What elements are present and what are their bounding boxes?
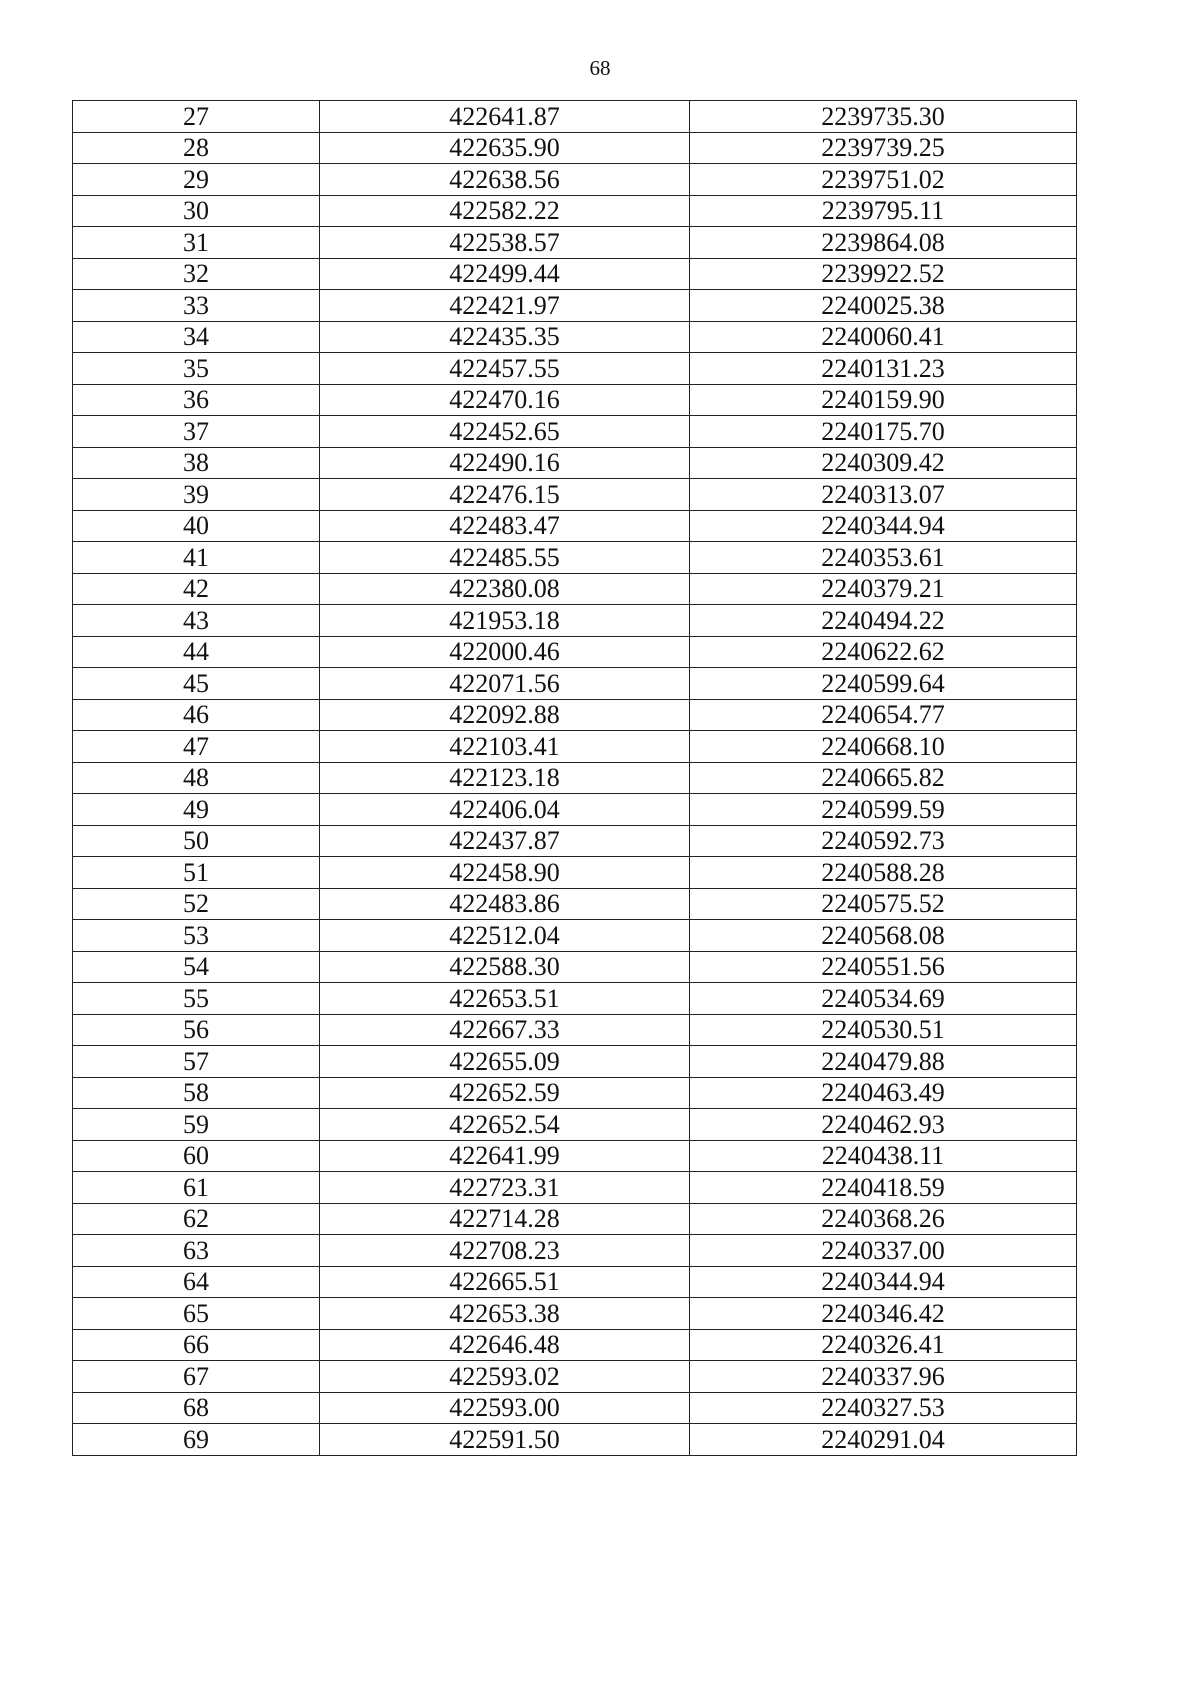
point-number-cell: 37	[73, 416, 320, 448]
point-number-cell: 27	[73, 101, 320, 133]
table-row	[73, 227, 1077, 259]
point-number-cell: 58	[73, 1077, 320, 1109]
point-number-cell: 38	[73, 447, 320, 479]
x-coordinate-cell: 422457.55	[320, 353, 690, 385]
table-row	[73, 195, 1077, 227]
y-coordinate-cell: 2240575.52	[690, 888, 1077, 920]
x-coordinate-cell: 422723.31	[320, 1172, 690, 1204]
point-number-cell: 67	[73, 1361, 320, 1393]
y-coordinate-cell: 2239922.52	[690, 258, 1077, 290]
x-coordinate-cell: 422421.97	[320, 290, 690, 322]
point-number-cell: 39	[73, 479, 320, 511]
table-row	[73, 1392, 1077, 1424]
table-row	[73, 479, 1077, 511]
point-number-cell: 56	[73, 1014, 320, 1046]
point-number-cell: 64	[73, 1266, 320, 1298]
table-row	[73, 510, 1077, 542]
point-number-cell: 30	[73, 195, 320, 227]
point-number-cell: 34	[73, 321, 320, 353]
point-number-cell: 54	[73, 951, 320, 983]
y-coordinate-cell: 2240326.41	[690, 1329, 1077, 1361]
x-coordinate-cell: 422593.00	[320, 1392, 690, 1424]
point-number-cell: 44	[73, 636, 320, 668]
x-coordinate-cell: 422655.09	[320, 1046, 690, 1078]
y-coordinate-cell: 2240479.88	[690, 1046, 1077, 1078]
table-row	[73, 1203, 1077, 1235]
table-row	[73, 573, 1077, 605]
y-coordinate-cell: 2240668.10	[690, 731, 1077, 763]
x-coordinate-cell: 422483.47	[320, 510, 690, 542]
x-coordinate-cell: 422652.54	[320, 1109, 690, 1141]
x-coordinate-cell: 422667.33	[320, 1014, 690, 1046]
table-row	[73, 605, 1077, 637]
table-row	[73, 699, 1077, 731]
y-coordinate-cell: 2240530.51	[690, 1014, 1077, 1046]
table-row	[73, 794, 1077, 826]
table-row	[73, 762, 1077, 794]
y-coordinate-cell: 2240353.61	[690, 542, 1077, 574]
table-row	[73, 1266, 1077, 1298]
point-number-cell: 36	[73, 384, 320, 416]
x-coordinate-cell: 422437.87	[320, 825, 690, 857]
x-coordinate-cell: 422123.18	[320, 762, 690, 794]
table-row	[73, 1046, 1077, 1078]
table-row	[73, 1298, 1077, 1330]
y-coordinate-cell: 2240665.82	[690, 762, 1077, 794]
table-row	[73, 1235, 1077, 1267]
y-coordinate-cell: 2240438.11	[690, 1140, 1077, 1172]
table-row	[73, 857, 1077, 889]
point-number-cell: 50	[73, 825, 320, 857]
point-number-cell: 46	[73, 699, 320, 731]
x-coordinate-cell: 422646.48	[320, 1329, 690, 1361]
y-coordinate-cell: 2239739.25	[690, 132, 1077, 164]
y-coordinate-cell: 2240588.28	[690, 857, 1077, 889]
x-coordinate-cell: 422512.04	[320, 920, 690, 952]
point-number-cell: 60	[73, 1140, 320, 1172]
y-coordinate-cell: 2240462.93	[690, 1109, 1077, 1141]
point-number-cell: 43	[73, 605, 320, 637]
x-coordinate-cell: 422638.56	[320, 164, 690, 196]
point-number-cell: 49	[73, 794, 320, 826]
y-coordinate-cell: 2239735.30	[690, 101, 1077, 133]
table-row	[73, 731, 1077, 763]
y-coordinate-cell: 2240337.96	[690, 1361, 1077, 1393]
table-row	[73, 164, 1077, 196]
point-number-cell: 59	[73, 1109, 320, 1141]
y-coordinate-cell: 2240346.42	[690, 1298, 1077, 1330]
x-coordinate-cell: 422380.08	[320, 573, 690, 605]
point-number-cell: 32	[73, 258, 320, 290]
x-coordinate-cell: 422103.41	[320, 731, 690, 763]
y-coordinate-cell: 2240337.00	[690, 1235, 1077, 1267]
y-coordinate-cell: 2240344.94	[690, 510, 1077, 542]
table-row	[73, 132, 1077, 164]
table-row	[73, 1172, 1077, 1204]
x-coordinate-cell: 422652.59	[320, 1077, 690, 1109]
point-number-cell: 57	[73, 1046, 320, 1078]
table-row	[73, 101, 1077, 133]
table-row	[73, 1329, 1077, 1361]
y-coordinate-cell: 2240060.41	[690, 321, 1077, 353]
table-row	[73, 416, 1077, 448]
x-coordinate-cell: 422708.23	[320, 1235, 690, 1267]
x-coordinate-cell: 422714.28	[320, 1203, 690, 1235]
table-row	[73, 321, 1077, 353]
table-row	[73, 1140, 1077, 1172]
x-coordinate-cell: 422476.15	[320, 479, 690, 511]
x-coordinate-cell: 422499.44	[320, 258, 690, 290]
x-coordinate-cell: 422490.16	[320, 447, 690, 479]
x-coordinate-cell: 422582.22	[320, 195, 690, 227]
y-coordinate-cell: 2240568.08	[690, 920, 1077, 952]
y-coordinate-cell: 2240025.38	[690, 290, 1077, 322]
point-number-cell: 62	[73, 1203, 320, 1235]
x-coordinate-cell: 422458.90	[320, 857, 690, 889]
point-number-cell: 42	[73, 573, 320, 605]
table-row	[73, 920, 1077, 952]
x-coordinate-cell: 422641.99	[320, 1140, 690, 1172]
point-number-cell: 40	[73, 510, 320, 542]
point-number-cell: 69	[73, 1424, 320, 1456]
y-coordinate-cell: 2240599.59	[690, 794, 1077, 826]
point-number-cell: 29	[73, 164, 320, 196]
point-number-cell: 33	[73, 290, 320, 322]
y-coordinate-cell: 2240291.04	[690, 1424, 1077, 1456]
table-row	[73, 542, 1077, 574]
y-coordinate-cell: 2240344.94	[690, 1266, 1077, 1298]
table-row	[73, 636, 1077, 668]
table-row	[73, 353, 1077, 385]
table-row	[73, 258, 1077, 290]
table-row	[73, 290, 1077, 322]
x-coordinate-cell: 422591.50	[320, 1424, 690, 1456]
point-number-cell: 63	[73, 1235, 320, 1267]
y-coordinate-cell: 2240379.21	[690, 573, 1077, 605]
x-coordinate-cell: 422435.35	[320, 321, 690, 353]
table-row	[73, 668, 1077, 700]
x-coordinate-cell: 422071.56	[320, 668, 690, 700]
y-coordinate-cell: 2240622.62	[690, 636, 1077, 668]
y-coordinate-cell: 2240534.69	[690, 983, 1077, 1015]
y-coordinate-cell: 2240551.56	[690, 951, 1077, 983]
page-number: 68	[589, 56, 611, 80]
x-coordinate-cell: 422593.02	[320, 1361, 690, 1393]
point-number-cell: 68	[73, 1392, 320, 1424]
y-coordinate-cell: 2240175.70	[690, 416, 1077, 448]
x-coordinate-cell: 421953.18	[320, 605, 690, 637]
point-number-cell: 61	[73, 1172, 320, 1204]
point-number-cell: 45	[73, 668, 320, 700]
x-coordinate-cell: 422641.87	[320, 101, 690, 133]
y-coordinate-cell: 2240309.42	[690, 447, 1077, 479]
point-number-cell: 52	[73, 888, 320, 920]
point-number-cell: 41	[73, 542, 320, 574]
x-coordinate-cell: 422092.88	[320, 699, 690, 731]
y-coordinate-cell: 2240599.64	[690, 668, 1077, 700]
point-number-cell: 55	[73, 983, 320, 1015]
y-coordinate-cell: 2240313.07	[690, 479, 1077, 511]
point-number-cell: 35	[73, 353, 320, 385]
table-row	[73, 1014, 1077, 1046]
x-coordinate-cell: 422470.16	[320, 384, 690, 416]
x-coordinate-cell: 422653.38	[320, 1298, 690, 1330]
y-coordinate-cell: 2239864.08	[690, 227, 1077, 259]
x-coordinate-cell: 422665.51	[320, 1266, 690, 1298]
point-number-cell: 53	[73, 920, 320, 952]
y-coordinate-cell: 2240654.77	[690, 699, 1077, 731]
coordinates-table-body	[73, 101, 1077, 1456]
x-coordinate-cell: 422000.46	[320, 636, 690, 668]
point-number-cell: 66	[73, 1329, 320, 1361]
y-coordinate-cell: 2240159.90	[690, 384, 1077, 416]
x-coordinate-cell: 422653.51	[320, 983, 690, 1015]
point-number-cell: 48	[73, 762, 320, 794]
table-row	[73, 1424, 1077, 1456]
y-coordinate-cell: 2240494.22	[690, 605, 1077, 637]
y-coordinate-cell: 2240418.59	[690, 1172, 1077, 1204]
y-coordinate-cell: 2239795.11	[690, 195, 1077, 227]
table-row	[73, 951, 1077, 983]
point-number-cell: 51	[73, 857, 320, 889]
table-row	[73, 1109, 1077, 1141]
x-coordinate-cell: 422635.90	[320, 132, 690, 164]
x-coordinate-cell: 422452.65	[320, 416, 690, 448]
y-coordinate-cell: 2240131.23	[690, 353, 1077, 385]
table-row	[73, 888, 1077, 920]
y-coordinate-cell: 2240368.26	[690, 1203, 1077, 1235]
table-row	[73, 983, 1077, 1015]
table-row	[73, 1077, 1077, 1109]
table-row	[73, 447, 1077, 479]
point-number-cell: 31	[73, 227, 320, 259]
y-coordinate-cell: 2239751.02	[690, 164, 1077, 196]
table-row	[73, 384, 1077, 416]
x-coordinate-cell: 422485.55	[320, 542, 690, 574]
point-number-cell: 47	[73, 731, 320, 763]
y-coordinate-cell: 2240592.73	[690, 825, 1077, 857]
y-coordinate-cell: 2240463.49	[690, 1077, 1077, 1109]
x-coordinate-cell: 422538.57	[320, 227, 690, 259]
y-coordinate-cell: 2240327.53	[690, 1392, 1077, 1424]
x-coordinate-cell: 422483.86	[320, 888, 690, 920]
point-number-cell: 65	[73, 1298, 320, 1330]
x-coordinate-cell: 422406.04	[320, 794, 690, 826]
x-coordinate-cell: 422588.30	[320, 951, 690, 983]
table-row	[73, 825, 1077, 857]
point-number-cell: 28	[73, 132, 320, 164]
table-row	[73, 1361, 1077, 1393]
coordinates-table	[72, 100, 1077, 1456]
